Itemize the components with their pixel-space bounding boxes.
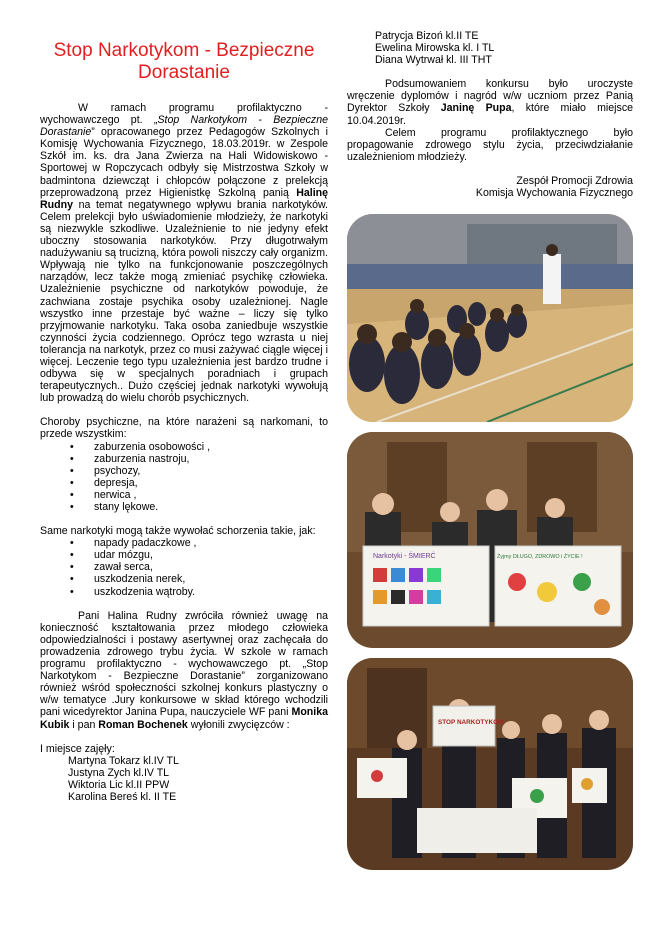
list-item: • uszkodzenia wątroby. bbox=[70, 586, 328, 598]
list-item: Diana Wytrwał kl. III THT bbox=[375, 54, 492, 67]
intro-paragraph: W ramach programu profilaktyczno - wychowawczego pt. „Stop Narkotykom - Bezpieczne Dorastanie” opracowanego przez Pedagogów Szkolnych i Komisję Wychowania Fizycznego, 18.03.2019r. w Zespole Szkół im. ks. dra Jana Zwierza na Hali Widowiskowo - Sportowej w Ropczycach odbyły się Mistrzostwa Szkoły w badmintona dziewcząt i chłopców połączone z prelekcją przeprowadzoną przez Higienistkę Szkolną panią Halinę Rudny na temat negatywnego wpływu brania narkotyków. Celem prelekcji było uświadomienie młodzieży, że narkotyki są niezwykle szkodliwe. Uzależnienie to nie jedyny efekt uboczny stosowania narkotyków. Przy długotrwałym nadużywaniu są trucizną, która powoli niszczy cały organizm. Wpływają nie tylko na funkcjonowanie poszczególnych narządów, lecz także mogą zmieniać psychikę człowieka. Uzależnienie psychiczne od narkotyków powoduje, że zachwiana zostaje psychika osoby uzależnionej. Nagle wszystko inne przestaje być ważne – liczy się tylko przyjmowanie narkotyku. Taka osoba zaniedbuje wszystkie czynności życia codziennego. Oprócz tego wzrasta u niej tolerancja na narkotyk, przez co musi zażywać ciągle więcej i więcej. Leczenie tego typu uzależnienia jest bardzo trudne i odbywa się w specjalnych poradniach i grupach terapeutycznych.. Dużo częściej jednak narkotyki wywołują lub prowadzą do wielu chorób psychicznych. bbox=[40, 102, 328, 405]
right-column bbox=[347, 30, 633, 199]
photo-sports-hall bbox=[347, 214, 633, 422]
effects-lead: Same narkotyki mogą także wywołać schorzenia takie, jak: bbox=[40, 525, 316, 538]
list-item: Justyna Zych kl.IV TL bbox=[68, 766, 170, 779]
photo-award-ceremony bbox=[347, 658, 633, 870]
article-title: Stop Narkotykom - Bezpieczne Dorastanie bbox=[53, 40, 315, 83]
poster-text-stop: STOP NARKOTYKOM bbox=[438, 719, 504, 726]
goal-paragraph: Celem programu profilaktycznego było propagowanie zdrowego stylu życia, przeciwdziałanie uzależnieniom młodzieży. bbox=[347, 126, 633, 163]
photo-poster-presentation bbox=[347, 432, 633, 648]
winners-lead: I miejsce zajęły: bbox=[40, 742, 115, 755]
effects-list bbox=[40, 537, 328, 597]
list-item: • stany lękowe. bbox=[70, 501, 328, 513]
winners-list-a bbox=[40, 755, 328, 803]
list-item: Wiktoria Lic kl.II PPW bbox=[68, 778, 170, 791]
list-item: Karolina Bereś kl. II TE bbox=[68, 790, 177, 803]
list-item: • depresja, bbox=[70, 477, 328, 489]
winners-list-b bbox=[347, 30, 633, 66]
poster-text-healthy: Żyjmy DŁUGO, ZDROWO i ŻYCIE ! bbox=[497, 554, 583, 560]
list-item: • zawał serca, bbox=[70, 561, 328, 573]
list-item: • zaburzenia osobowości , bbox=[70, 441, 328, 453]
list-item: • psychozy, bbox=[70, 465, 328, 477]
summary-paragraph: Podsumowaniem konkursu było uroczyste wręczenie dyplomów i nagród w/w uczniom przez Panią Dyrektor Szkoły Janinę Pupa, które miało miejsce 10.04.2019r. bbox=[347, 78, 634, 127]
signature-1: Zespół Promocji Zdrowia bbox=[516, 174, 633, 187]
list-item: • udar mózgu, bbox=[70, 549, 328, 561]
list-item: • napady padaczkowe , bbox=[70, 537, 328, 549]
diseases-list bbox=[40, 441, 328, 514]
list-item: • zaburzenia nastroju, bbox=[70, 453, 328, 465]
diseases-lead: Choroby psychiczne, na które narażeni są narkomani, to przede wszystkim: bbox=[40, 416, 328, 441]
list-item: Patrycja Bizoń kl.II TE bbox=[375, 30, 479, 42]
list-item: • uszkodzenia nerek, bbox=[70, 573, 328, 585]
contest-paragraph: Pani Halina Rudny zwróciła również uwagę na konieczność kształtowania przez młodego człowieka odpowiedzialności i postawy asertywnej oraz zachęcała do prowadzenia zdrowego trybu życia. W szkole w ramach programu profilaktyczno - wychowawczego pt. „Stop Narkotykom - Bezpieczne Dorastanie” zorganizowano również wśród społeczności szkolnej konkurs plastyczny o w/w tematyce .Jury konkursowe w skład którego wchodzili pani wicedyrektor Janina Pupa, nauczyciele WF pani Monika Kubik i pan Roman Bochenek wyłonili zwycięzców : bbox=[40, 609, 328, 731]
list-item: • nerwica , bbox=[70, 489, 328, 501]
list-item: Martyna Tokarz kl.IV TL bbox=[68, 754, 179, 767]
list-item: Ewelina Mirowska kl. I TL bbox=[375, 42, 495, 55]
left-column bbox=[40, 40, 328, 803]
signature-2: Komisja Wychowania Fizycznego bbox=[475, 187, 633, 200]
poster-text-death: Narkotyki - ŚMIERĆ bbox=[373, 553, 436, 560]
